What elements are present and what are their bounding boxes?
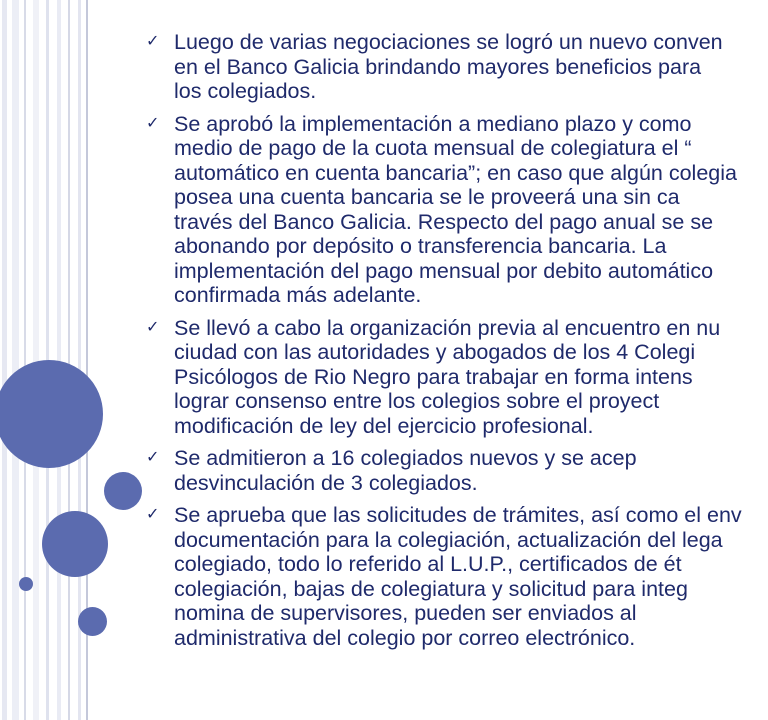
bullet-line: Luego de varias negociaciones se logró un nuevo conven	[174, 30, 723, 54]
stripe	[2, 0, 7, 720]
bullet-line: Se llevó a cabo la organización previa al encuentro en nu	[174, 315, 721, 340]
bullet-line: desvinculación de 3 colegiados.	[174, 470, 478, 495]
bullet-line: ciudad con las autoridades y abogados de los 4 Colegi	[174, 340, 696, 364]
bullet-line: documentación para la colegiación, actualización del lega	[174, 527, 723, 552]
bullet-item	[146, 112, 768, 308]
bullet-line: nomina de supervisores, pueden ser enviados al	[174, 601, 637, 625]
bullet-item	[146, 30, 768, 104]
stripe	[12, 0, 19, 720]
check-icon: ✓	[146, 114, 160, 132]
stripe	[68, 0, 70, 720]
bullet-line: medio de pago de la cuota mensual de colegiatura el “	[174, 136, 692, 160]
bullet-line: abonando por depósito o transferencia bancaria. La	[174, 234, 667, 258]
bullet-line: Se aprobó la implementación a mediano plazo y como	[174, 111, 692, 136]
decorative-circle-medium	[104, 472, 142, 510]
decorative-circle-small	[19, 577, 33, 591]
stripe	[24, 0, 26, 720]
bullet-line: lograr consenso entre los colegios sobre el proyect	[174, 389, 660, 413]
bullet-line: colegiación, bajas de colegiatura y solicitud para integ	[174, 576, 688, 601]
bullet-line: Psicólogos de Rio Negro para trabajar en forma intens	[174, 364, 693, 389]
bullet-line: los colegiados.	[174, 79, 317, 103]
check-icon: ✓	[146, 506, 160, 523]
bullet-line: posea una cuenta bancaria se le proveerá una sin ca	[174, 185, 680, 209]
bullet-line: confirmada más adelante.	[174, 283, 422, 307]
bullet-line: automático en cuenta bancaria”; en caso que algún colegia	[174, 160, 737, 185]
bullet-line: en el Banco Galicia brindando mayores beneficios para	[174, 54, 702, 79]
decorative-circle-small	[78, 607, 107, 636]
check-icon: ✓	[146, 449, 160, 466]
bullet-line: Se admitieron a 16 colegiados nuevos y se acep	[174, 446, 637, 470]
check-icon: ✓	[146, 33, 160, 50]
bullet-line: colegiado, todo lo referido al L.U.P., certificados de ét	[174, 552, 682, 576]
check-icon: ✓	[146, 318, 160, 336]
bullet-line: modificación de ley del ejercicio profesional.	[174, 413, 594, 438]
bullet-item	[146, 316, 768, 439]
bullet-item	[146, 503, 768, 650]
bullet-line: implementación del pago mensual por debito automático	[174, 258, 714, 283]
bullet-line: administrativa del colegio por correo electrónico.	[174, 625, 636, 650]
bullet-line: Se aprueba que las solicitudes de trámites, así como el env	[174, 503, 742, 527]
bullet-list	[146, 30, 768, 658]
bullet-item	[146, 446, 768, 495]
decorative-circle-medium	[42, 511, 108, 577]
decorative-circle-large	[0, 360, 103, 468]
bullet-line: través del Banco Galicia. Respecto del pago anual se se	[174, 209, 714, 234]
